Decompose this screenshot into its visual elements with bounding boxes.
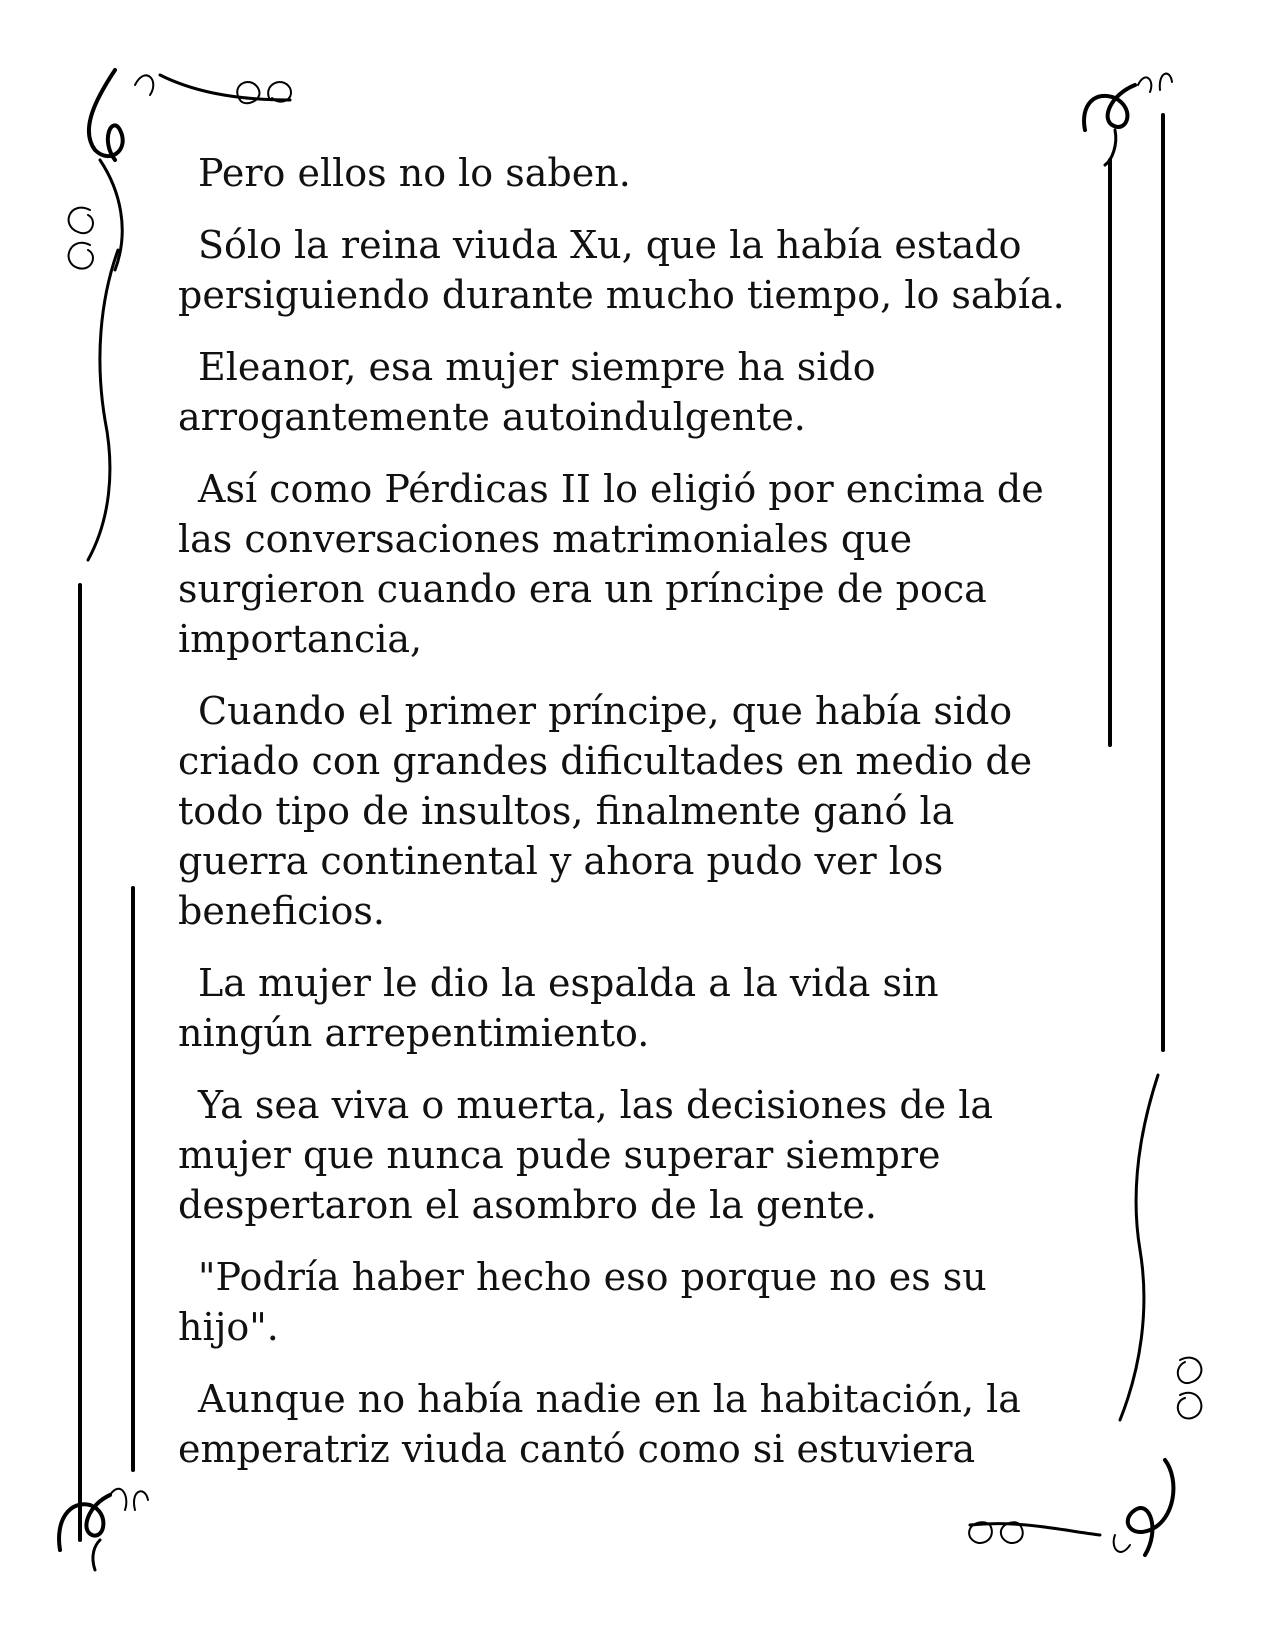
paragraph-1: Pero ellos no lo saben. xyxy=(198,151,631,195)
bottom-left-flourish-icon xyxy=(59,1489,148,1570)
paragraph-5: Cuando el primer príncipe, que había sido criado con grandes dificultades en medio de todo tipo de insultos, finalmente ganó la guerra continental y ahora pudo ver los beneficios. xyxy=(178,689,1033,933)
paragraph-6: La mujer le dio la espalda a la vida sin ningún arrepentimiento. xyxy=(178,961,939,1055)
paragraph-3: Eleanor, esa mujer siempre ha sido arrogantemente autoindulgente. xyxy=(178,345,876,439)
paragraph-9: Aunque no había nadie en la habitación, la emperatriz viuda cantó como si estuviera xyxy=(178,1377,1021,1471)
paragraph-4: Así como Pérdicas II lo eligió por encima de las conversaciones matrimoniales que surgieron cuando era un príncipe de poca importancia, xyxy=(178,467,1044,661)
paragraph-2: Sólo la reina viuda Xu, que la había estado persiguiendo durante mucho tiempo, lo sabía. xyxy=(178,223,1065,317)
top-right-flourish-icon xyxy=(1084,74,1172,165)
paragraph-8: "Podría haber hecho eso porque no es su hijo". xyxy=(178,1255,987,1349)
body-text xyxy=(178,148,1078,1496)
paragraph-7: Ya sea viva o muerta, las decisiones de la mujer que nunca pude superar siempre despertaron el asombro de la gente. xyxy=(178,1083,994,1227)
